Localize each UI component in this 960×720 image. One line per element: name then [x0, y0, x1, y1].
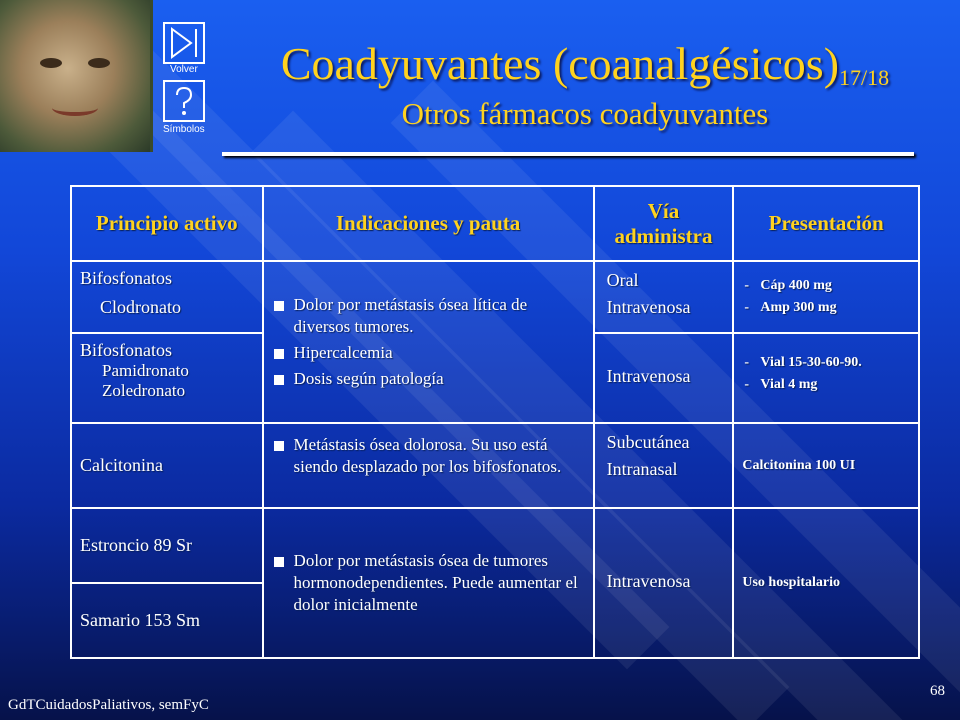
symbols-button[interactable] — [163, 80, 205, 122]
list-item: - Amp 300 mg — [744, 300, 837, 315]
list-item: Dolor por metástasis ósea lítica de diversos tumores. — [274, 294, 585, 338]
header-indications: Indicaciones y pauta — [263, 186, 594, 261]
list-item: - Cáp 400 mg — [744, 278, 832, 293]
route-cell — [594, 508, 734, 658]
page-title — [240, 38, 930, 98]
route-cell — [594, 333, 734, 423]
presentation-list — [742, 275, 910, 319]
route-value: Oral — [606, 270, 639, 290]
agent-subname: Zoledronato — [102, 381, 186, 400]
agent-name: Calcitonina — [80, 455, 163, 475]
table-row — [71, 261, 919, 333]
footer-credit: GdTCuidadosPaliativos, semFyC — [8, 697, 209, 713]
slide-counter: 17/18 — [839, 65, 890, 90]
header-agent: Principio activo — [71, 186, 263, 261]
table-row — [71, 423, 919, 508]
agent-name: Bifosfonatos — [80, 340, 172, 360]
route-cell — [594, 423, 734, 508]
route-value: Subcutánea — [606, 432, 690, 452]
agent-subname: Clodronato — [100, 297, 181, 317]
play-back-icon — [167, 26, 201, 60]
indications-cell — [263, 508, 594, 658]
header-presentation: Presentación — [733, 186, 919, 261]
route-value: Intravenosa — [606, 570, 691, 591]
presentation-value: Uso hospitalario — [742, 575, 840, 590]
agent-cell — [71, 423, 263, 508]
route-cell — [594, 261, 734, 333]
presentation-value: Calcitonina 100 UI — [742, 457, 856, 473]
page-subtitle: Otros fármacos coadyuvantes — [401, 96, 769, 131]
question-mark-icon — [167, 84, 201, 118]
presentation-cell — [733, 508, 919, 658]
symbols-label: Símbolos — [163, 124, 205, 135]
agent-name: Samario 153 Sm — [80, 610, 200, 630]
indications-list — [274, 434, 585, 478]
agent-cell — [71, 583, 263, 658]
route-value: Intravenosa — [606, 366, 691, 386]
back-label: Volver — [170, 64, 198, 75]
route-value: Intranasal — [606, 459, 678, 479]
page-number: 68 — [930, 683, 945, 699]
header-route: Vía administra — [594, 186, 734, 261]
agent-cell — [71, 508, 263, 583]
table-header-row — [71, 186, 919, 261]
list-item: Dolor por metástasis ósea de tumores hormonodependientes. Puede aumentar el dolor inicialmente — [274, 550, 585, 616]
indications-cell — [263, 423, 594, 508]
list-item: Metástasis ósea dolorosa. Su uso está siendo desplazado por los bifosfonatos. — [274, 434, 585, 478]
indications-list — [274, 550, 585, 616]
presentation-cell — [733, 261, 919, 333]
drug-table — [70, 185, 920, 659]
route-value: Intravenosa — [606, 297, 691, 317]
indications-list — [274, 294, 585, 390]
list-item: Dosis según patología — [274, 368, 585, 390]
table-row — [71, 508, 919, 583]
list-item: - Vial 4 mg — [744, 377, 818, 392]
list-item: Hipercalcemia — [274, 342, 585, 364]
list-item: - Vial 15-30-60-90. — [744, 355, 862, 370]
presentation-list — [742, 352, 910, 396]
back-button[interactable] — [163, 22, 205, 64]
title-divider — [222, 152, 914, 156]
agent-cell — [71, 333, 263, 423]
agent-name: Estroncio 89 Sr — [80, 535, 192, 555]
indications-cell — [263, 261, 594, 423]
presentation-cell — [733, 423, 919, 508]
agent-subname: Pamidronato — [102, 361, 189, 380]
title-text: Coadyuvantes (coanalgésicos) — [280, 38, 840, 89]
agent-name: Bifosfonatos — [80, 268, 172, 288]
portrait-image — [0, 0, 153, 152]
presentation-cell — [733, 333, 919, 423]
agent-cell — [71, 261, 263, 333]
